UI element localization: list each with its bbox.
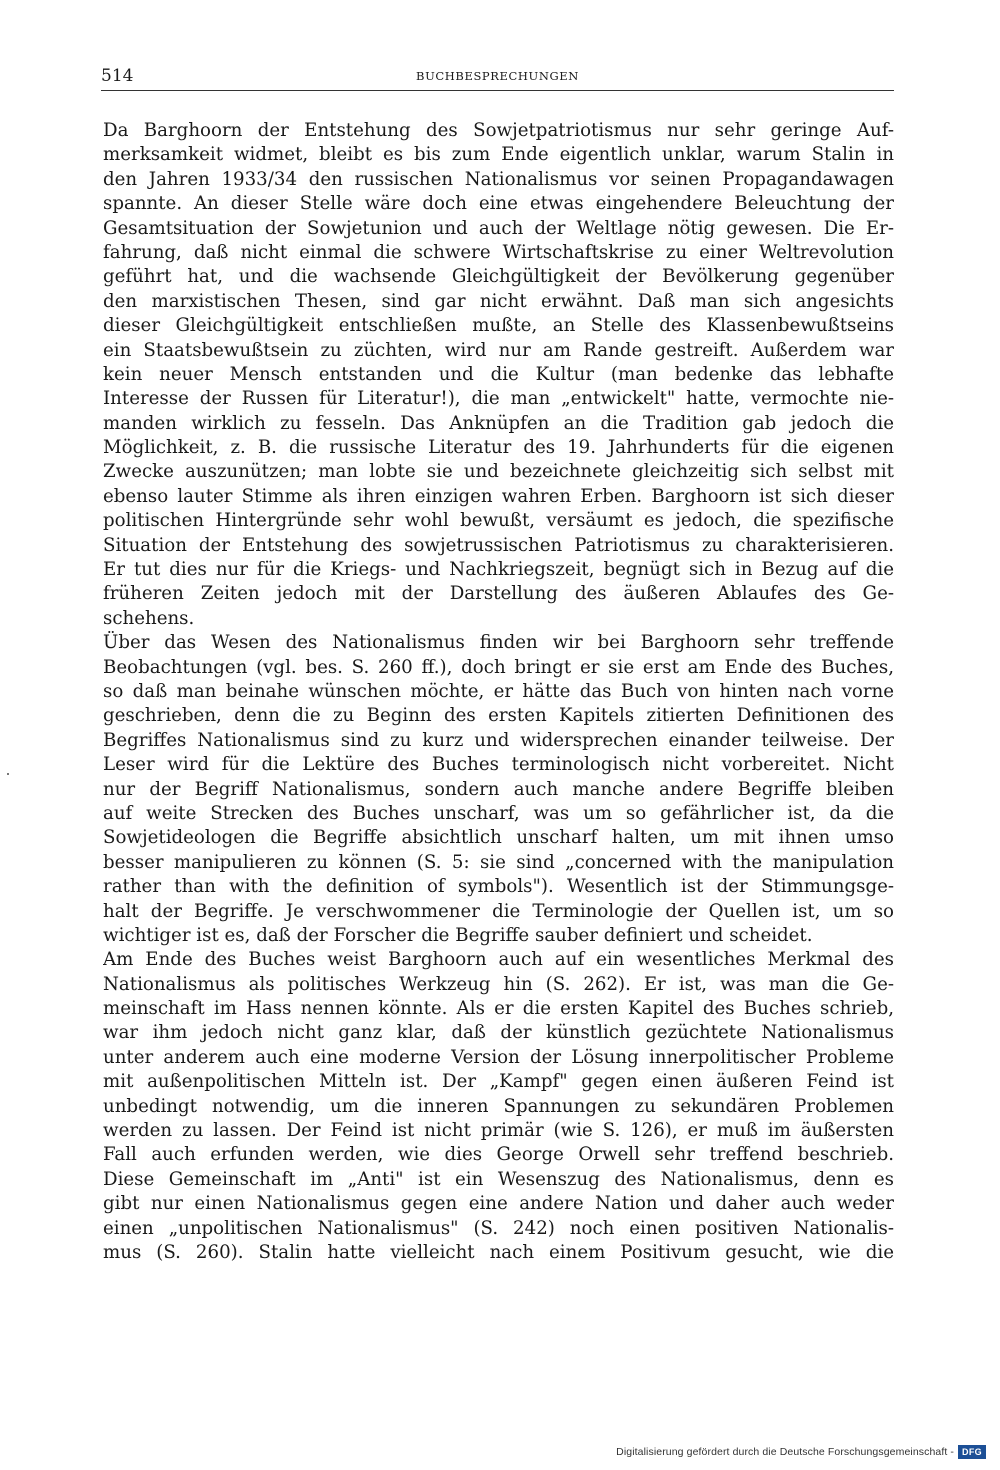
text-line: den marxistischen Thesen, sind gar nicht erwähnt. Daß man sich angesichts (103, 290, 894, 312)
text-line: Interesse der Russen für Literatur!), die man „entwickelt" hatte, vermochte nie- (103, 388, 894, 410)
text-line: Er tut dies nur für die Kriegs- und Nachkriegszeit, begnügt sich in Bezug auf die (103, 559, 894, 581)
text-line: gibt nur einen Nationalismus gegen eine andere Nation und daher auch weder (103, 1193, 894, 1215)
text-line: geschrieben, denn die zu Beginn des ersten Kapitels zitierten Definitionen des (103, 705, 894, 727)
text-line: unbedingt notwendig, um die inneren Spannungen zu sekundären Problemen (103, 1095, 894, 1117)
dfg-logo-icon: DFG (958, 1445, 986, 1459)
header-rule (101, 90, 894, 91)
text-line: Begriffes Nationalismus sind zu kurz und widersprechen einander teilweise. Der (103, 729, 894, 751)
text-line: manden wirklich zu fesseln. Das Anknüpfen an die Tradition gab jedoch die (103, 412, 894, 434)
text-line: spannte. An dieser Stelle wäre doch eine etwas eingehendere Beleuchtung der (103, 193, 894, 215)
running-title: BUCHBESPRECHUNGEN (416, 69, 579, 83)
text-line: ein Staatsbewußtsein zu züchten, wird nur am Rande gestreift. Außerdem war (103, 339, 894, 361)
text-line: Sowjetideologen die Begriffe absichtlich unscharf halten, um mit ihnen umso (103, 827, 894, 849)
digitization-footer (616, 1442, 986, 1462)
text-line: schehens. (103, 607, 195, 629)
text-line: Leser wird für die Lektüre des Buches terminologisch nicht vorbereitet. Nicht (103, 754, 894, 776)
text-line: Beobachtungen (vgl. bes. S. 260 ff.), doch bringt er sie erst am Ende des Buches, (103, 656, 894, 678)
text-line: politischen Hintergründe sehr wohl bewußt, versäumt es jedoch, die spezifische (103, 510, 894, 532)
text-line: fahrung, daß nicht einmal die schwere Wirtschaftskrise zu einer Weltrevolution (103, 241, 894, 263)
text-line: Diese Gemeinschaft im „Anti" ist ein Wesenszug des Nationalismus, denn es (103, 1168, 894, 1190)
text-line: meinschaft im Hass nennen könnte. Als er die ersten Kapitel des Buches schrieb, (103, 998, 894, 1020)
text-line: war ihm jedoch nicht ganz klar, daß der künstlich gezüchtete Nationalismus (103, 1022, 894, 1044)
text-line: auf weite Strecken des Buches unscharf, was um so gefährlicher ist, da die (103, 802, 894, 824)
text-line: wichtiger ist es, daß der Forscher die Begriffe sauber definiert und scheidet. (103, 924, 813, 946)
text-line: Am Ende des Buches weist Barghoorn auch auf ein wesentliches Merkmal des (103, 949, 894, 971)
text-line: den Jahren 1933/34 den russischen Nationalismus vor seinen Propagandawagen (103, 168, 894, 190)
text-line: Zwecke auszunützen; man lobte sie und bezeichnete gleichzeitig sich selbst mit (103, 461, 894, 483)
text-line: Nationalismus als politisches Werkzeug hin (S. 262). Er ist, was man die Ge- (103, 973, 894, 995)
scan-speck (7, 773, 9, 775)
text-line: merksamkeit widmet, bleibt es bis zum Ende eigentlich unklar, warum Stalin in (103, 144, 894, 166)
text-line: so daß man beinahe wünschen möchte, er hätte das Buch von hinten nach vorne (103, 680, 894, 702)
text-line: dieser Gleichgültigkeit entschließen mußte, an Stelle des Klassenbewußtseins (103, 315, 894, 337)
text-line: Gesamtsituation der Sowjetunion und auch der Weltlage nötig gewesen. Die Er- (103, 217, 894, 239)
text-line: früheren Zeiten jedoch mit der Darstellung des äußeren Ablaufes des Ge- (103, 583, 894, 605)
text-line: Situation der Entstehung des sowjetrussischen Patriotismus zu charakterisieren. (103, 534, 894, 556)
text-line: unter anderem auch eine moderne Version der Lösung innerpolitischer Probleme (103, 1046, 894, 1068)
text-line: einen „unpolitischen Nationalismus" (S. 242) noch einen positiven Nationalis- (103, 1217, 894, 1239)
text-line: halt der Begriffe. Je verschwommener die Terminologie der Quellen ist, um so (103, 900, 894, 922)
text-line: Da Barghoorn der Entstehung des Sowjetpatriotismus nur sehr geringe Auf- (103, 120, 894, 141)
text-line: kein neuer Mensch entstanden und die Kultur (man bedenke das lebhafte (103, 363, 894, 385)
review-body-text (103, 119, 894, 1265)
text-line: Fall auch erfunden werden, wie dies George Orwell sehr treffend beschrieb. (103, 1144, 894, 1166)
page-number: 514 (101, 66, 134, 86)
text-line: nur der Begriff Nationalismus, sondern auch manche andere Begriffe bleiben (103, 778, 894, 800)
footer-credit-text: Digitalisierung gefördert durch die Deutsche Forschungsgemeinschaft - (616, 1446, 954, 1458)
text-line: geführt hat, und die wachsende Gleichgültigkeit der Bevölkerung gegenüber (103, 266, 894, 288)
page-header (101, 66, 894, 88)
text-line: werden zu lassen. Der Feind ist nicht primär (wie S. 126), er muß im äußersten (103, 1120, 894, 1142)
text-line: Möglichkeit, z. B. die russische Literatur des 19. Jahrhunderts für die eigenen (103, 437, 894, 459)
text-line: Über das Wesen des Nationalismus finden wir bei Barghoorn sehr treffende (103, 632, 894, 654)
text-line: mus (S. 260). Stalin hatte vielleicht nach einem Positivum gesucht, wie die (103, 1241, 894, 1263)
text-line: rather than with the definition of symbols"). Wesentlich ist der Stimmungsge- (103, 876, 894, 898)
text-line: ebenso lauter Stimme als ihren einzigen wahren Erben. Barghoorn ist sich dieser (103, 485, 894, 507)
text-line: mit außenpolitischen Mitteln ist. Der „Kampf" gegen einen äußeren Feind ist (103, 1071, 894, 1093)
text-line: besser manipulieren zu können (S. 5: sie sind „concerned with the manipulation (103, 851, 894, 873)
